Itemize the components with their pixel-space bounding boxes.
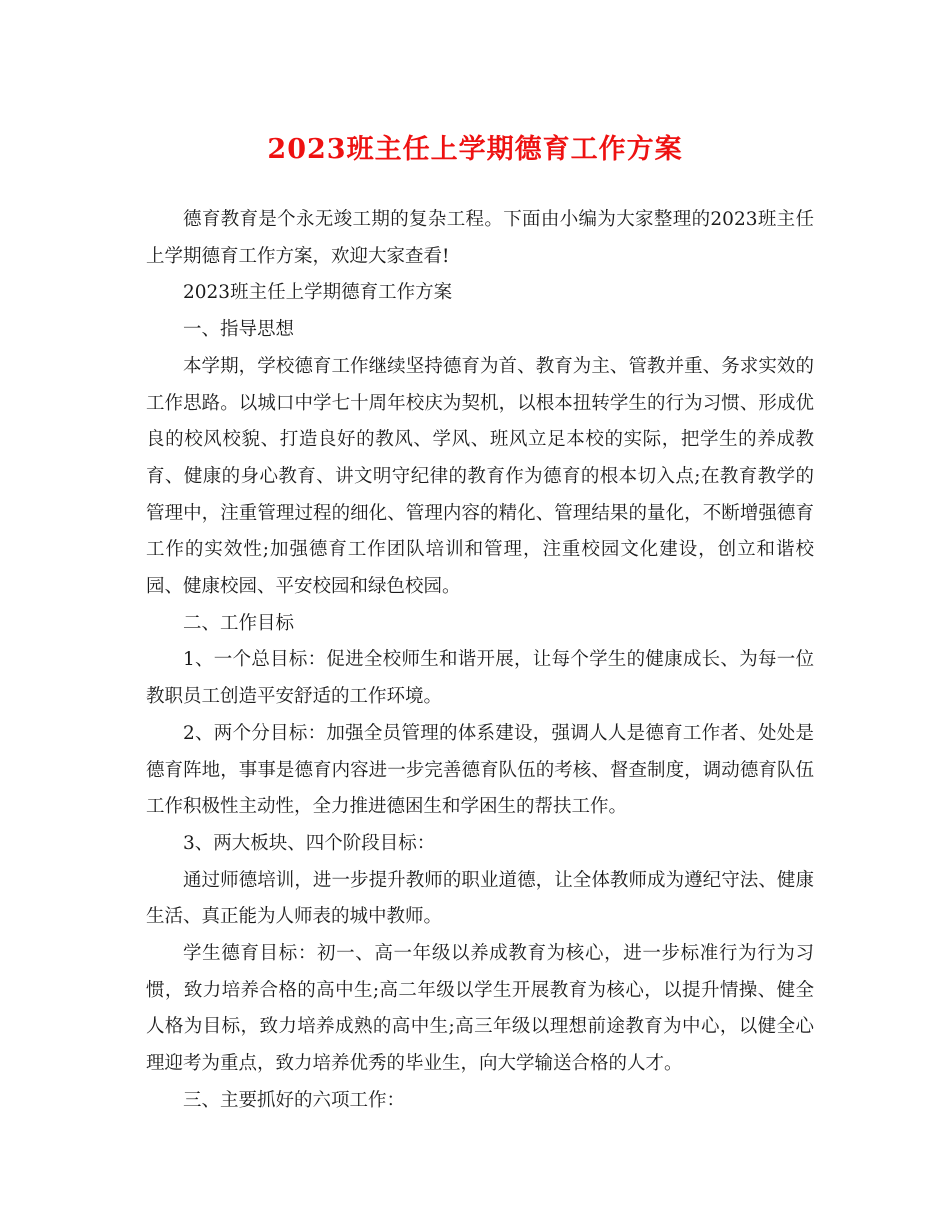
document-body: [146, 202, 814, 1120]
paragraph-teacher-goal: 通过师德培训，进一步提升教师的职业道德，让全体教师成为遵纪守法、健康生活、真正能为人师表的城中教师。: [146, 869, 814, 928]
document-title: 2023班主任上学期德育工作方案: [267, 134, 683, 165]
paragraph-goal-2: 2、两个分目标：加强全员管理的体系建设，强调人人是德育工作者、处处是德育阵地，事事是德育内容进一步完善德育队伍的考核、督查制度，调动德育队伍工作积极性主动性，全力推进德困生和学困生的帮扶工作。: [146, 722, 814, 818]
paragraph-goal-1: 1、一个总目标：促进全校师生和谐开展，让每个学生的健康成长、为每一位教职员工创造平安舒适的工作环境。: [146, 649, 814, 708]
heading-guiding-ideology: 一、指导思想: [183, 319, 295, 341]
heading-main-tasks: 三、主要抓好的六项工作：: [183, 1089, 406, 1111]
paragraph-student-goal: 学生德育目标：初一、高一年级以养成教育为核心，进一步标准行为行为习惯，致力培养合格的高中生;高二年级以学生开展教育为核心，以提升情操、健全人格为目标，致力培养成熟的高中生;高三年级以理想前途教育为中心，以健全心理迎考为重点，致力培养优秀的毕业生，向大学输送合格的人才。: [146, 943, 814, 1075]
heading-work-goals: 二、工作目标: [183, 612, 295, 634]
paragraph-goal-3: 3、两大板块、四个阶段目标：: [183, 832, 436, 854]
paragraph-subtitle: 2023班主任上学期德育工作方案: [183, 282, 453, 304]
paragraph-guiding-ideology: 本学期，学校德育工作继续坚持德育为首、教育为主、管教并重、务求实效的工作思路。以城口中学七十周年校庆为契机，以根本扭转学生的行为习惯、形成优良的校风校貌、打造良好的教风、学风、班风立足本校的实际，把学生的养成教育、健康的身心教育、讲文明守纪律的教育作为德育的根本切入点;在教育教学的管理中，注重管理过程的细化、管理内容的精化、管理结果的量化，不断增强德育工作的实效性;加强德育工作团队培训和管理，注重校园文化建设，创立和谐校园、健康校园、平安校园和绿色校园。: [146, 355, 814, 598]
paragraph-intro: 德育教育是个永无竣工期的复杂工程。下面由小编为大家整理的2023班主任上学期德育工作方案，欢迎大家查看!: [146, 209, 814, 267]
